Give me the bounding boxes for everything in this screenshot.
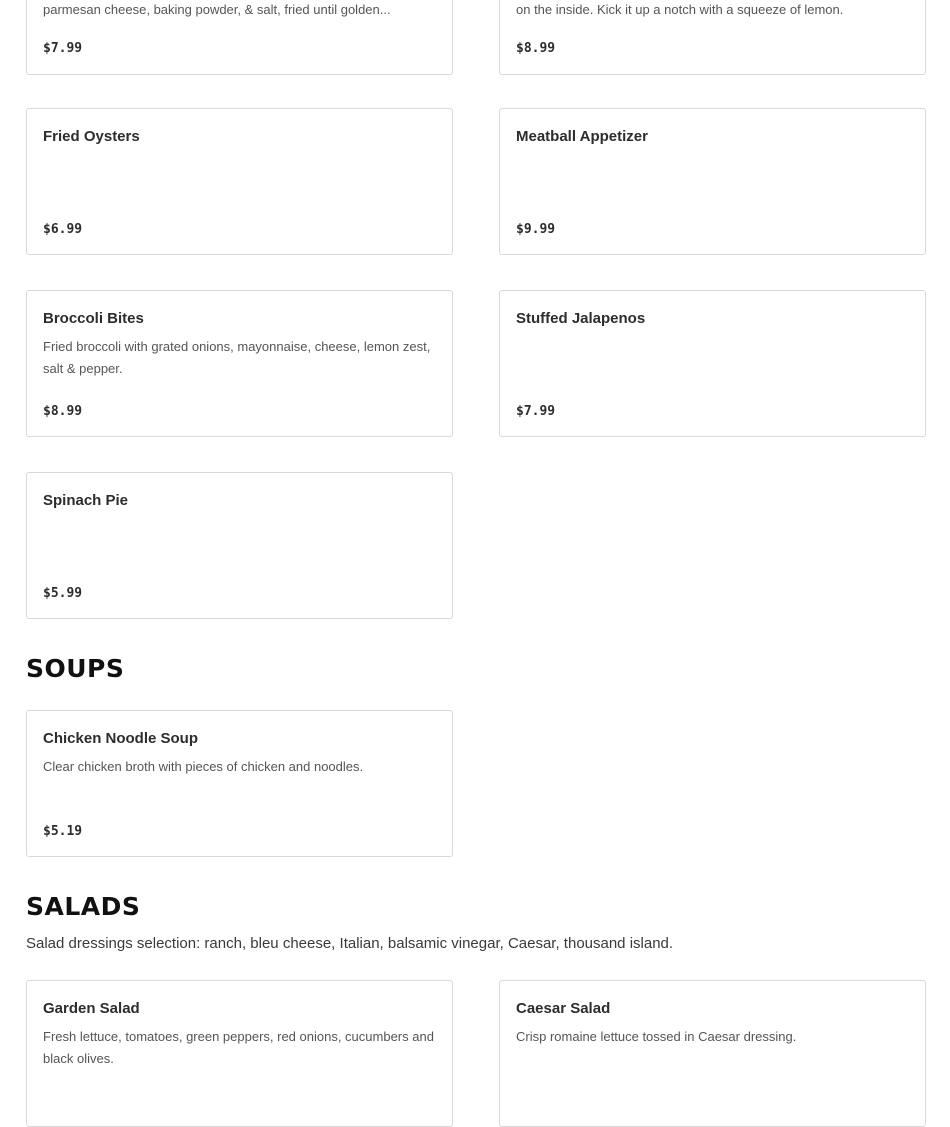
menu-item-name: Fried Oysters bbox=[43, 128, 140, 145]
menu-item-name: Caesar Salad bbox=[516, 1000, 611, 1017]
menu-item-description: Crisp romaine lettuce tossed in Caesar dressing. bbox=[516, 1029, 797, 1044]
menu-item-price: $5.99 bbox=[43, 586, 83, 601]
section-title-soups: SOUPS bbox=[26, 654, 125, 683]
menu-item-name: Meatball Appetizer bbox=[516, 128, 648, 145]
menu-item-description: Fried broccoli with grated onions, mayonnaise, cheese, lemon zest, salt & pepper. bbox=[43, 339, 431, 376]
menu-item-card[interactable] bbox=[499, 0, 926, 75]
menu-item-card-broccoli-bites[interactable] bbox=[26, 290, 453, 437]
menu-item-name: Chicken Noodle Soup bbox=[43, 730, 199, 747]
section-note-salad-dressings: Salad dressings selection: ranch, bleu cheese, Italian, balsamic vinegar, Caesar, thousand island. bbox=[26, 935, 674, 952]
menu-item-description: parmesan cheese, baking powder, & salt, fried until golden... bbox=[43, 2, 391, 17]
menu-item-card-spinach-pie[interactable] bbox=[26, 472, 453, 619]
menu-item-card-meatball-appetizer[interactable] bbox=[499, 108, 926, 255]
menu-item-name: Broccoli Bites bbox=[43, 310, 144, 327]
menu-item-name: Stuffed Jalapenos bbox=[516, 310, 646, 327]
menu-item-price: $5.19 bbox=[43, 824, 83, 839]
menu-item-name: Spinach Pie bbox=[43, 492, 129, 509]
menu-item-card-garden-salad[interactable] bbox=[26, 980, 453, 1127]
menu-item-card-chicken-noodle-soup[interactable] bbox=[26, 710, 453, 857]
menu-item-price: $9.99 bbox=[516, 222, 556, 237]
menu-item-description: Fresh lettuce, tomatoes, green peppers, red onions, cucumbers and black olives. bbox=[43, 1029, 434, 1066]
menu-item-description: on the inside. Kick it up a notch with a squeeze of lemon. bbox=[516, 2, 844, 17]
menu-item-card[interactable] bbox=[26, 0, 453, 75]
menu-item-description: Clear chicken broth with pieces of chicken and noodles. bbox=[43, 759, 364, 774]
menu-item-price: $8.99 bbox=[43, 404, 83, 419]
menu-item-card-caesar-salad[interactable] bbox=[499, 980, 926, 1127]
menu-item-card-stuffed-jalapenos[interactable] bbox=[499, 290, 926, 437]
section-title-salads: SALADS bbox=[26, 892, 141, 921]
menu-item-price: $8.99 bbox=[516, 41, 556, 56]
menu-item-price: $7.99 bbox=[516, 404, 556, 419]
menu-item-name: Garden Salad bbox=[43, 1000, 140, 1017]
menu-item-price: $6.99 bbox=[43, 222, 83, 237]
menu-item-price: $7.99 bbox=[43, 41, 83, 56]
menu-item-card-fried-oysters[interactable] bbox=[26, 108, 453, 255]
